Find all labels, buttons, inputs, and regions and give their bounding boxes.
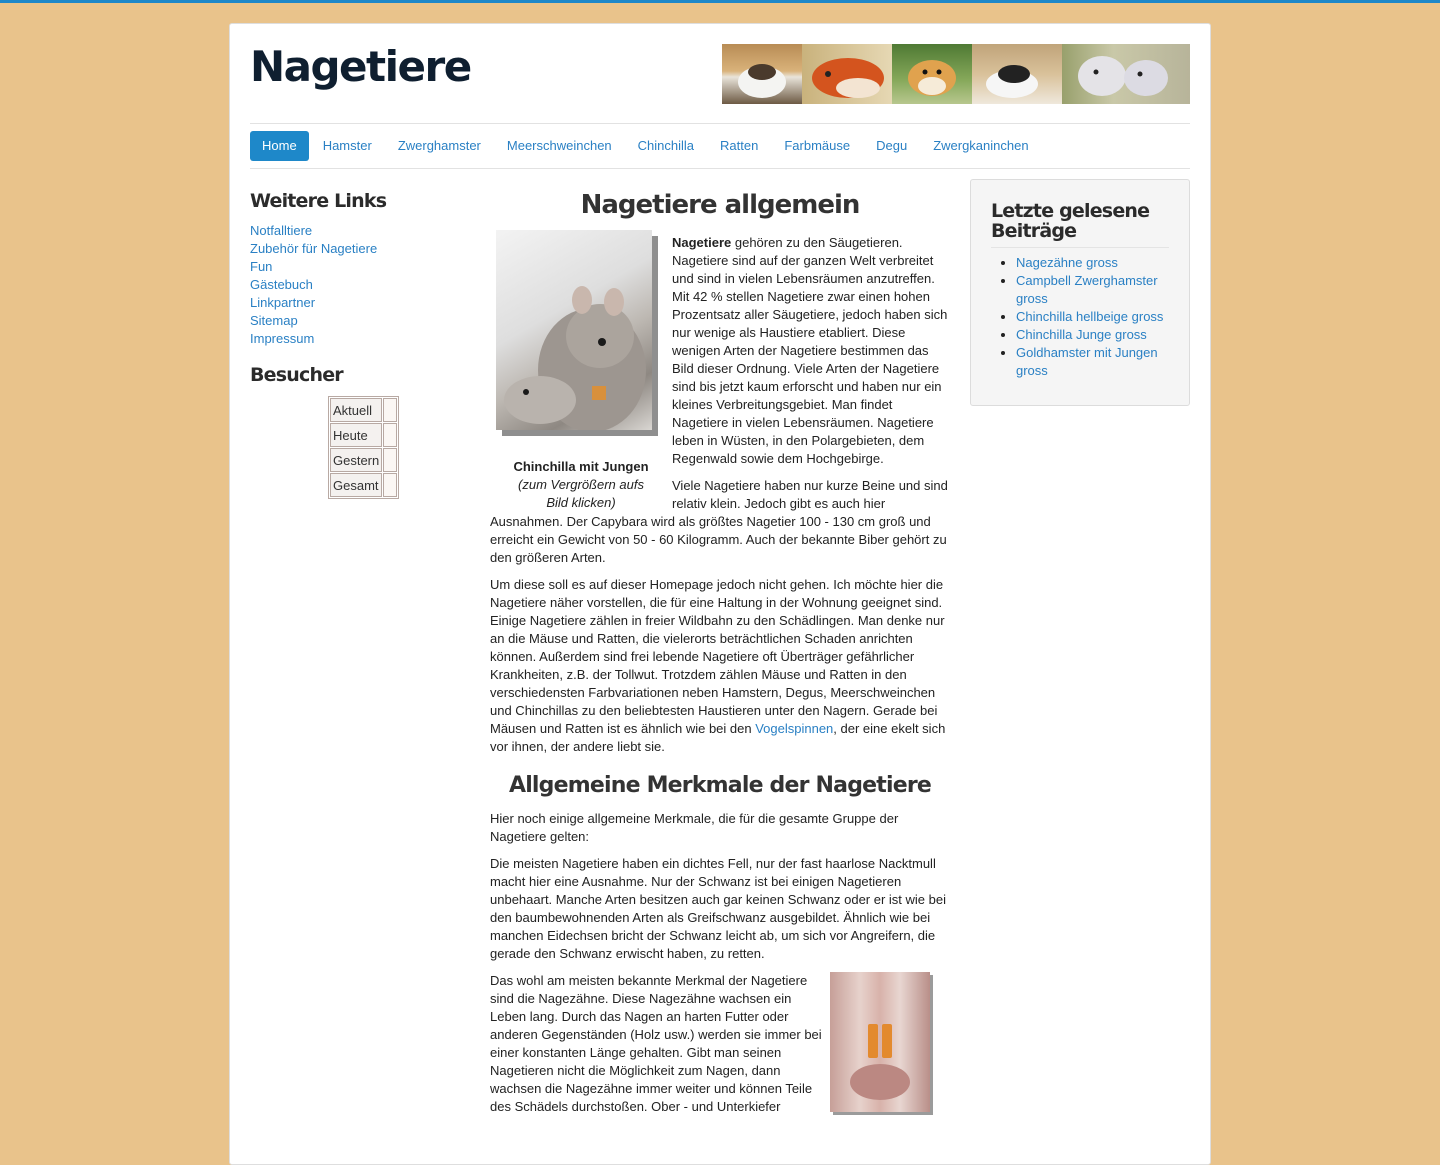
visitors-heading: Besucher: [250, 364, 343, 386]
recent-posts-list: [991, 254, 1169, 380]
paragraph-features: Hier noch einige allgemeine Merkmale, die für die gesamte Gruppe der Nagetiere gelten:: [490, 811, 899, 844]
link-fun[interactable]: Fun: [250, 259, 273, 274]
section-heading: Allgemeine Merkmale der Nagetiere: [508, 773, 932, 798]
page-container: [229, 23, 1211, 1165]
nav-home[interactable]: Home: [250, 131, 309, 161]
nav-zwerghamster[interactable]: Zwerghamster: [397, 138, 481, 153]
figure-caption-hint: (zum Vergrößern aufs Bild klicken): [518, 477, 644, 510]
nav-divider: [250, 168, 1190, 169]
left-sidebar: [250, 190, 470, 499]
visitor-row: [330, 423, 397, 447]
nav-hamster[interactable]: Hamster: [322, 138, 372, 153]
visitor-counter: [328, 396, 399, 499]
recent-post-link[interactable]: Chinchilla hellbeige gross: [1016, 309, 1164, 324]
nav-zwergkaninchen[interactable]: Zwergkaninchen: [933, 138, 1029, 153]
right-sidebar: [970, 179, 1190, 406]
visitor-label: Gesamt: [330, 473, 382, 497]
visitor-row: [330, 448, 397, 472]
link-impressum[interactable]: Impressum: [250, 331, 315, 346]
page-title: Nagetiere allgemein: [580, 190, 860, 220]
recent-post-item: [1016, 344, 1169, 380]
banner-photo-rats: [722, 44, 802, 104]
banner-photo-guinea-pig: [802, 44, 892, 104]
link-linkpartner[interactable]: Linkpartner: [250, 295, 316, 310]
visitor-row: [330, 398, 397, 422]
recent-post-item: [1016, 254, 1169, 272]
incisors-image[interactable]: [830, 972, 930, 1112]
link-zubehoer[interactable]: Zubehör für Nagetiere: [250, 241, 378, 256]
nav-chinchilla[interactable]: Chinchilla: [637, 138, 695, 153]
recent-post-item: [1016, 308, 1169, 326]
intro-text: gehören zu den Säugetieren. Nagetiere sind auf der ganzen Welt verbreitet und sind in vielen Lebensräumen anzutreffen. Mit 42 % stellen Nagetiere zwar einen hohen Prozentsatz aller Säugetiere, jedoch haben sich nur wenige als Haustiere etabliert. Diese wenigen Arten der Nagetiere bestimmen das Bild dieser Ordnung. Viele Arten der Nagetiere sind bis jetzt kaum erforscht und haben nur ein kleines Verbreitungsgebiet. Man findet Nagetiere in vielen Lebensräumen. Nagetiere leben in Wüsten, in den Polargebieten, dem Regenwald sowie dem Hochgebirge.: [672, 235, 948, 466]
link-vogelspinnen[interactable]: Vogelspinnen: [755, 721, 834, 736]
links-list: [250, 222, 470, 348]
link-notfalltiere[interactable]: Notfalltiere: [250, 223, 313, 238]
pests-end: , der eine ekelt sich vor ihnen, der andere liebt sie.: [490, 721, 946, 754]
recent-post-link[interactable]: Chinchilla Junge gross: [1016, 327, 1147, 342]
header-divider: [250, 123, 1190, 124]
main-nav: [250, 131, 1043, 161]
visitor-label: Gestern: [330, 448, 382, 472]
recent-post-item: [1016, 326, 1169, 344]
visitor-label: Aktuell: [330, 398, 382, 422]
recent-posts-heading: Letzte gelesene Beiträge: [991, 201, 1169, 248]
recent-post-link[interactable]: Nagezähne gross: [1016, 255, 1118, 270]
chinchilla-figure: [490, 230, 672, 512]
visitor-value: [383, 448, 397, 472]
visitor-value: [383, 473, 397, 497]
nav-meerschweinchen[interactable]: Meerschweinchen: [506, 138, 612, 153]
link-gaestebuch[interactable]: Gästebuch: [250, 277, 313, 292]
link-sitemap[interactable]: Sitemap: [250, 313, 298, 328]
paragraph-teeth: Das wohl am meisten bekannte Merkmal der Nagetiere sind die Nagezähne. Diese Nagezähne wachsen ein Leben lang. Durch das Nagen an harten Futter oder anderen Gegenständen (Holz usw.) werden sie immer bei einer konstanten Länge gehalten. Gibt man seinen Nagetieren nicht die Möglichkeit zum Nagen, dann wachsen die Nagezähne immer weiter und können Teile des Schädels durchstoßen. Ober - und Unterkiefer: [490, 973, 822, 1114]
main-content: [490, 190, 950, 1125]
banner-photo-dwarf-hamsters: [1062, 44, 1190, 104]
intro-bold: Nagetiere: [672, 235, 732, 250]
figure-caption-title: Chinchilla mit Jungen: [513, 459, 649, 474]
site-title[interactable]: Nagetiere: [250, 42, 471, 91]
pests-text: Einige Nagetiere zählen in freier Wildbahn zu den Schädlingen. Man denke nur an die Mäuse und Ratten, die vielerorts beträchtlichen Schaden anrichten können. Außerdem sind frei lebende Nagetiere oft Überträger gefährlicher Krankheiten, z.B. der Tollwut. Trotzdem zählen Mäuse und Ratten in den verschiedensten Farbvariationen neben Hamstern, Degus, Meerschweinchen und Chinchillas zu den beliebtesten Haustieren unter den Nagern. Gerade bei Mäusen und Ratten ist es ähnlich wie bei den: [490, 613, 945, 736]
recent-post-link[interactable]: Goldhamster mit Jungen gross: [1016, 345, 1158, 378]
paragraph-homepage: Um diese soll es auf dieser Homepage jedoch nicht gehen. Ich möchte hier die Nagetiere näher vorstellen, die für eine Haltung in der Wohnung geeignet sind.: [490, 577, 944, 610]
banner-photo-mouse: [972, 44, 1062, 104]
nav-farbmaeuse[interactable]: Farbmäuse: [784, 138, 851, 153]
paragraph-fur: Die meisten Nagetiere haben ein dichtes Fell, nur der fast haarlose Nacktmull macht hier eine Ausnahme. Nur der Schwanz ist bei einigen Nagetieren unbehaart. Manche Arten besitzen auch gar keinen Schwanz oder er ist wie bei den baumbewohnenden Arten als Greifschwanz ausgebildet. Ähnlich wie bei manchen Eidechsen bricht der Schwanz leicht ab, um sich vor Angreifern, die gerade den Schwanz erwischt haben, zu retten.: [490, 856, 946, 961]
header-banner: [722, 44, 1190, 104]
paragraph-pests: [490, 612, 950, 756]
paragraph-size: Viele Nagetiere haben nur kurze Beine und sind relativ klein. Jedoch gibt es auch hier Ausnahmen. Der Capybara wird als größtes Nagetier 100 - 130 cm groß und erreicht ein Gewicht von 50 - 60 Kilogramm. Auch der bekannte Biber gehört zu den größeren Arten.: [490, 478, 948, 565]
visitor-value: [383, 423, 397, 447]
banner-photo-hamster: [892, 44, 972, 104]
visitor-label: Heute: [330, 423, 382, 447]
recent-post-item: [1016, 272, 1169, 308]
visitor-row: [330, 473, 397, 497]
recent-post-link[interactable]: Campbell Zwerghamster gross: [1016, 273, 1158, 306]
figure-caption: [490, 458, 672, 512]
nav-degu[interactable]: Degu: [876, 138, 908, 153]
nav-ratten[interactable]: Ratten: [720, 138, 759, 153]
top-accent-bar: [0, 0, 1440, 3]
links-heading: Weitere Links: [250, 190, 387, 212]
visitor-value: [383, 398, 397, 422]
chinchilla-image[interactable]: [496, 230, 652, 430]
